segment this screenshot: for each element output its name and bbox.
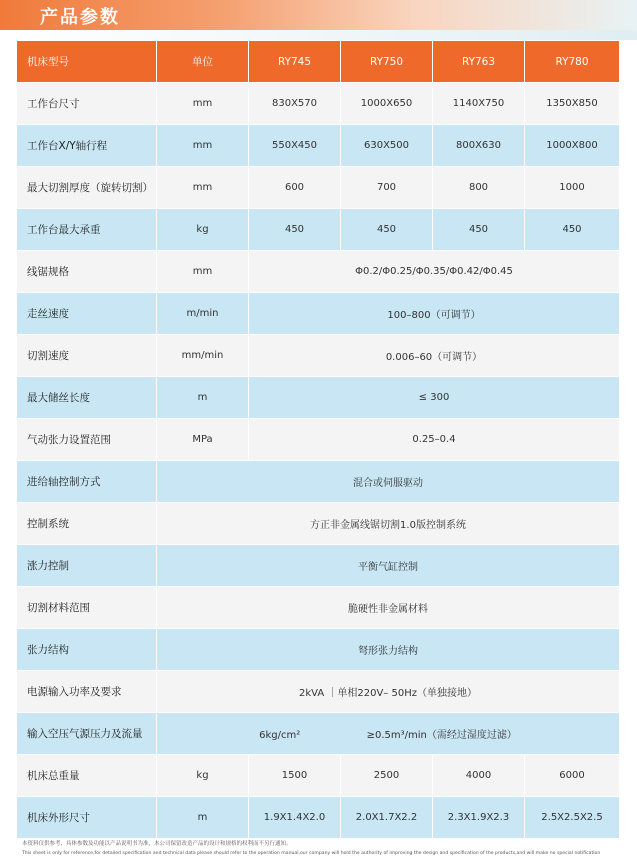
row-name: 切割材料范围 (17, 587, 157, 629)
cell: 700 (341, 167, 433, 209)
table-row (17, 377, 620, 419)
table-row (17, 545, 620, 587)
merged-cell: 0.25–0.4 (249, 419, 620, 461)
table-row (17, 167, 620, 209)
row-unit: m (157, 797, 249, 839)
table-row (17, 503, 620, 545)
row-name: 电源输入功率及要求 (17, 671, 157, 713)
cell: 1500 (249, 755, 341, 797)
cell: 450 (433, 209, 525, 251)
table-row (17, 797, 620, 839)
cell: 450 (249, 209, 341, 251)
merged-cell: 脆硬性非金属材料 (157, 587, 620, 629)
air-pressure-value: 6kg/cm² (259, 730, 301, 741)
cell: 2.3X1.9X2.3 (433, 797, 525, 839)
cell: 1350X850 (525, 83, 620, 125)
merged-cell: 弩形张力结构 (157, 629, 620, 671)
row-name: 控制系统 (17, 503, 157, 545)
cell: 6000 (525, 755, 620, 797)
row-name: 切割速度 (17, 335, 157, 377)
row-unit: mm (157, 167, 249, 209)
row-unit: MPa (157, 419, 249, 461)
table-row (17, 293, 620, 335)
cell: 800X630 (433, 125, 525, 167)
header-model: RY763 (433, 41, 525, 83)
cell: 1140X750 (433, 83, 525, 125)
footnote-en: This sheet is only for reference,for detailed specification and technical data please should refer to the operation manual,our company will hold the authority of improving the design and specification of the products,and will make no special notification (22, 851, 601, 856)
row-unit: mm (157, 125, 249, 167)
table-row (17, 713, 620, 755)
cell: 4000 (433, 755, 525, 797)
merged-cell: 100–800（可调节） (249, 293, 620, 335)
header-model: RY780 (525, 41, 620, 83)
row-unit: kg (157, 755, 249, 797)
row-unit: mm (157, 251, 249, 293)
decorative-wash (0, 30, 637, 40)
row-unit: mm/min (157, 335, 249, 377)
row-name: 最大储丝长度 (17, 377, 157, 419)
spec-table (16, 40, 620, 839)
table-row (17, 587, 620, 629)
header-model: RY750 (341, 41, 433, 83)
table-row (17, 671, 620, 713)
header-name: 机床型号 (17, 41, 157, 83)
table-row (17, 755, 620, 797)
table-row (17, 419, 620, 461)
cell: 2500 (341, 755, 433, 797)
header-model: RY745 (249, 41, 341, 83)
row-name: 走丝速度 (17, 293, 157, 335)
cell: 830X570 (249, 83, 341, 125)
cell: 1000X800 (525, 125, 620, 167)
row-name: 线锯规格 (17, 251, 157, 293)
section-title: 产品参数 (40, 7, 120, 28)
row-name: 涨力控制 (17, 545, 157, 587)
row-name: 气动张力设置范围 (17, 419, 157, 461)
merged-cell: 混合或伺服驱动 (157, 461, 620, 503)
row-name: 进给轴控制方式 (17, 461, 157, 503)
table-row (17, 83, 620, 125)
merged-cell: 平衡气缸控制 (157, 545, 620, 587)
row-unit: m (157, 377, 249, 419)
row-name: 机床总重量 (17, 755, 157, 797)
footnote-cn: 本资料仅供参考，具体参数及功能以产品说明书为准，本公司保留改造产品的设计和规格的权利而不另行通知。 (22, 841, 292, 847)
row-name: 工作台尺寸 (17, 83, 157, 125)
cell: 630X500 (341, 125, 433, 167)
row-name: 张力结构 (17, 629, 157, 671)
table-row (17, 251, 620, 293)
table-header-row (17, 41, 620, 83)
merged-cell: Φ0.2/Φ0.25/Φ0.35/Φ0.42/Φ0.45 (249, 251, 620, 293)
merged-cell: 2kVA ｜单相220V– 50Hz（单独接地） (157, 671, 620, 713)
table-row (17, 461, 620, 503)
merged-cell: ≤ 300 (249, 377, 620, 419)
cell: 2.0X1.7X2.2 (341, 797, 433, 839)
cell: 1.9X1.4X2.0 (249, 797, 341, 839)
row-unit: mm (157, 83, 249, 125)
cell: 1000X650 (341, 83, 433, 125)
merged-cell: 方正非金属线锯切割1.0版控制系统 (157, 503, 620, 545)
cell: 2.5X2.5X2.5 (525, 797, 620, 839)
air-flow-value: ≥0.5m³/min（需经过湿度过滤） (366, 730, 517, 741)
cell: 450 (525, 209, 620, 251)
cell: 600 (249, 167, 341, 209)
row-unit: kg (157, 209, 249, 251)
row-name: 工作台X/Y轴行程 (17, 125, 157, 167)
cell: 450 (341, 209, 433, 251)
table-row (17, 335, 620, 377)
cell: 550X450 (249, 125, 341, 167)
table-row (17, 125, 620, 167)
cell: 1000 (525, 167, 620, 209)
row-name: 输入空压气源压力及流量 (17, 713, 157, 755)
row-name: 工作台最大承重 (17, 209, 157, 251)
row-unit: m/min (157, 293, 249, 335)
row-name: 最大切割厚度（旋转切割） (17, 167, 157, 209)
header-unit: 单位 (157, 41, 249, 83)
cell: 800 (433, 167, 525, 209)
table-row (17, 209, 620, 251)
merged-cell: 0.006–60（可调节） (249, 335, 620, 377)
table-row (17, 629, 620, 671)
row-name: 机床外形尺寸 (17, 797, 157, 839)
merged-cell (157, 713, 620, 755)
